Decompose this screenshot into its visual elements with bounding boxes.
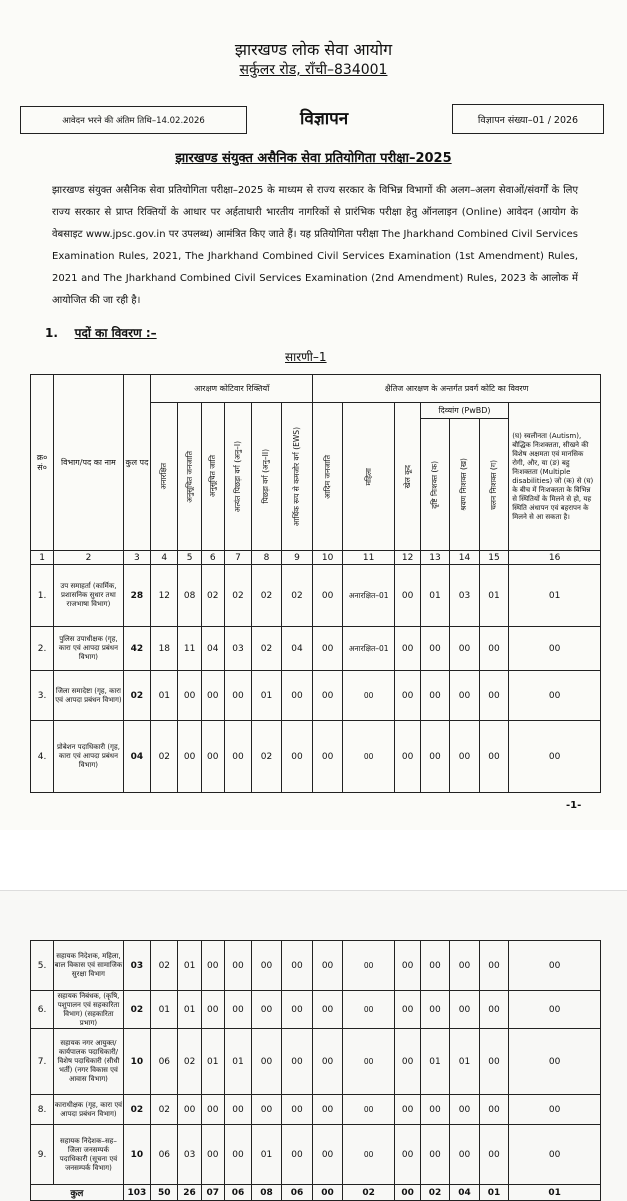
- table-cell: 00: [224, 1095, 251, 1125]
- table-cell: 00: [479, 671, 508, 721]
- header-cat: दृष्टि निःशक्त (क): [430, 460, 439, 509]
- column-number: 10: [313, 551, 342, 565]
- total-cell: 26: [178, 1185, 201, 1201]
- table-row: [31, 565, 601, 627]
- table-cell: 11: [178, 627, 201, 671]
- table-cell: 00: [342, 671, 395, 721]
- exam-title: झारखण्ड संयुक्त असैनिक सेवा प्रतियोगिता परीक्षा–2025: [175, 151, 452, 166]
- table-cell: अनारक्षित–01: [342, 627, 395, 671]
- table-cell: 06: [151, 1125, 178, 1185]
- table-cell: 00: [281, 941, 313, 991]
- advertisement-number-box: विज्ञापन संख्या–01 / 2026: [452, 104, 604, 134]
- post-name-cell: सहायक निदेशक–सह–जिला जनसम्पर्क पदाधिकारी (सूचना एवं जनसम्पर्क विभाग): [54, 1125, 124, 1185]
- total-cell: 06: [281, 1185, 313, 1201]
- table-cell: अनारक्षित–01: [342, 565, 395, 627]
- table-cell: 12: [151, 565, 178, 627]
- table-cell: 00: [395, 627, 420, 671]
- table-cell: 00: [342, 721, 395, 793]
- table-cell: 08: [178, 565, 201, 627]
- table-cell: 00: [178, 1095, 201, 1125]
- column-number: 6: [201, 551, 224, 565]
- table-cell: 00: [201, 671, 224, 721]
- table-cell: 8.: [31, 1095, 54, 1125]
- total-cell: 00: [313, 1185, 343, 1201]
- table-cell: 00: [313, 1029, 343, 1095]
- total-cell: 08: [252, 1185, 282, 1201]
- column-number-row: [31, 551, 601, 565]
- table-cell: 00: [509, 1125, 601, 1185]
- table-cell: 01: [178, 941, 201, 991]
- table-cell: 2.: [31, 627, 54, 671]
- total-cell: 103: [123, 1185, 150, 1201]
- table-cell: 00: [395, 991, 420, 1029]
- header-cat: खेल कूद: [402, 464, 412, 489]
- table-cell: 02: [281, 565, 313, 627]
- table-cell: 00: [450, 991, 480, 1029]
- table-cell: 00: [420, 1095, 450, 1125]
- header-cat: चलन निःशक्त (ग): [488, 459, 498, 510]
- table-cell: 01: [252, 1125, 282, 1185]
- column-number: 14: [450, 551, 479, 565]
- post-name-cell: पुलिस उपाधीक्षक (गृह, कारा एवं आपदा प्रबंधन विभाग): [54, 627, 124, 671]
- table-row: [31, 991, 601, 1029]
- intro-paragraph: झारखण्ड संयुक्त असैनिक सेवा प्रतियोगिता परीक्षा–2025 के माध्यम से राज्य सरकार के विभिन्न विभागों की अलग–अलग सेवाओं/संवर्गों के लिए राज्य सरकार से प्राप्त रिक्तियों के आधार पर अर्हताधारी भारतीय नागरिकों से प्रारंभिक परीक्षा हेतु ऑनलाइन (Online) आवेदन (आयोग के वेबसाइट www.jpsc.gov.in पर उपलब्ध) आमंत्रित किए जाते हैं। यह प्रतियोगिता परीक्षा The Jharkhand Combined Civil Services Examination Rules, 2021, The Jharkhand Combined Civil Services Examination (1st Amendment) Rules, 2021 and The Jharkhand Combined Civil Services Examination (2nd Amendment) Rules, 2023 के आलोक में आयोजित की जा रही है।: [52, 185, 578, 306]
- table-cell: 02: [123, 991, 150, 1029]
- column-number: 9: [281, 551, 313, 565]
- table-cell: 00: [450, 671, 479, 721]
- table-cell: 01: [479, 565, 508, 627]
- table-cell: 00: [450, 721, 479, 793]
- table-cell: 00: [509, 941, 601, 991]
- table-cell: 02: [252, 721, 281, 793]
- table-cell: 5.: [31, 941, 54, 991]
- table-cell: 00: [313, 721, 342, 793]
- header-cat: अनुसूचित जाति: [207, 455, 217, 498]
- table-cell: 10: [123, 1125, 150, 1185]
- column-number: 8: [252, 551, 281, 565]
- table-cell: 3.: [31, 671, 54, 721]
- table-cell: 00: [420, 991, 450, 1029]
- table-cell: 00: [395, 1125, 420, 1185]
- table-cell: 00: [450, 1095, 480, 1125]
- page-gap: [0, 830, 627, 890]
- post-name-cell: सहायक निदेशक, महिला, बाल विकास एवं सामाजिक सुरक्षा विभाग: [54, 941, 124, 991]
- table-cell: 00: [509, 991, 601, 1029]
- table-cell: 00: [450, 627, 479, 671]
- post-name-cell: उप समाहर्ता (कार्मिक, प्रशासनिक सुधार तथा राजभाषा विभाग): [54, 565, 124, 627]
- table-cell: 42: [123, 627, 150, 671]
- header-vertical: आरक्षण कोटिवार रिक्तियाँ: [151, 375, 313, 403]
- table-cell: 02: [224, 565, 251, 627]
- table-row: [31, 671, 601, 721]
- table-cell: 00: [313, 627, 342, 671]
- table-cell: 00: [281, 991, 313, 1029]
- table-cell: 00: [395, 565, 420, 627]
- table-row: [31, 627, 601, 671]
- table-cell: 01: [201, 1029, 224, 1095]
- table-cell: 18: [151, 627, 178, 671]
- posts-table-continued: [30, 940, 601, 1201]
- table-cell: 00: [342, 991, 395, 1029]
- header-cat: अनारक्षित: [159, 463, 169, 490]
- header-dept: विभाग/पद का नाम: [54, 375, 124, 551]
- table-cell: 00: [479, 1125, 509, 1185]
- table-cell: 01: [151, 671, 178, 721]
- total-cell: 02: [420, 1185, 450, 1201]
- table-cell: 00: [201, 721, 224, 793]
- header-sno: क्र० सं०: [31, 375, 54, 551]
- column-number: 13: [420, 551, 449, 565]
- table-row: [31, 1125, 601, 1185]
- table-cell: 00: [509, 1095, 601, 1125]
- table-cell: 04: [201, 627, 224, 671]
- table-cell: 00: [395, 941, 420, 991]
- column-number: 12: [395, 551, 420, 565]
- table-cell: 00: [224, 1125, 251, 1185]
- column-number: 7: [224, 551, 251, 565]
- table-cell: 00: [178, 671, 201, 721]
- header-horizontal: क्षैतिज आरक्षण के अन्तर्गत प्रवर्ग कोटि का विवरण: [313, 375, 601, 403]
- table-cell: 02: [151, 1095, 178, 1125]
- table-cell: 00: [252, 1029, 282, 1095]
- table-cell: 00: [201, 991, 224, 1029]
- table-cell: 00: [479, 1029, 509, 1095]
- last-date-box: आवेदन भरने की अंतिम तिथि–14.02.2026: [20, 106, 247, 134]
- header-pwbd: दिव्यांग (PwBD): [420, 403, 508, 419]
- table-cell: 00: [281, 1125, 313, 1185]
- table-cell: 9.: [31, 1125, 54, 1185]
- table-cell: 00: [479, 991, 509, 1029]
- table-cell: 02: [252, 565, 281, 627]
- table-cell: 4.: [31, 721, 54, 793]
- table-cell: 00: [281, 671, 313, 721]
- table-cell: 01: [509, 565, 601, 627]
- table-cell: 01: [252, 671, 281, 721]
- table-cell: 6.: [31, 991, 54, 1029]
- table-cell: 00: [479, 1095, 509, 1125]
- post-name-cell: काराधीक्षक (गृह, कारा एवं आपदा प्रबंधन विभाग): [54, 1095, 124, 1125]
- table-cell: 10: [123, 1029, 150, 1095]
- table-cell: 02: [123, 671, 150, 721]
- table-cell: 00: [509, 721, 601, 793]
- table-title: सारणी–1: [285, 350, 327, 364]
- section-heading: 1. पदों का विवरण :–: [45, 326, 157, 340]
- table-cell: 00: [224, 941, 251, 991]
- table-row: [31, 1029, 601, 1095]
- total-label: कुल: [31, 1185, 124, 1201]
- table-cell: 00: [313, 565, 342, 627]
- table-cell: 01: [420, 1029, 450, 1095]
- table-cell: 00: [252, 941, 282, 991]
- table-cell: 00: [224, 671, 251, 721]
- table-cell: 00: [313, 991, 343, 1029]
- table-cell: 00: [281, 1095, 313, 1125]
- table-cell: 00: [479, 941, 509, 991]
- table-cell: 00: [342, 1029, 395, 1095]
- table-row: [31, 941, 601, 991]
- table-cell: 00: [509, 671, 601, 721]
- total-cell: 02: [342, 1185, 395, 1201]
- table-cell: 00: [395, 1095, 420, 1125]
- advertisement-title: विज्ञापन: [300, 109, 349, 129]
- table-cell: 00: [224, 991, 251, 1029]
- table-cell: 00: [201, 1125, 224, 1185]
- header-cat: पिछड़ा वर्ग (अनु–II): [261, 449, 271, 504]
- column-number: 1: [31, 551, 54, 565]
- column-number: 2: [54, 551, 124, 565]
- table-cell: 06: [151, 1029, 178, 1095]
- column-number: 15: [479, 551, 508, 565]
- post-name-cell: जिला समादेष्टा (गृह, कारा एवं आपदा प्रबंधन विभाग): [54, 671, 124, 721]
- table-cell: 01: [224, 1029, 251, 1095]
- table-cell: 02: [151, 721, 178, 793]
- table-cell: 00: [420, 721, 449, 793]
- table-cell: 00: [420, 941, 450, 991]
- table-cell: 04: [123, 721, 150, 793]
- header-total: कुल पद: [123, 375, 150, 551]
- post-name-cell: प्रोबेशन पदाधिकारी (गृह, कारा एवं आपदा प्रबंधन विभाग): [54, 721, 124, 793]
- table-row: [31, 1095, 601, 1125]
- table-cell: 28: [123, 565, 150, 627]
- total-cell: 01: [479, 1185, 509, 1201]
- total-row: [31, 1185, 601, 1201]
- table-cell: 00: [313, 1095, 343, 1125]
- table-cell: 00: [313, 671, 342, 721]
- table-cell: 01: [178, 991, 201, 1029]
- page-number: -1-: [566, 800, 582, 811]
- table-cell: 00: [342, 1095, 395, 1125]
- table-cell: 00: [342, 1125, 395, 1185]
- table-cell: 00: [252, 1095, 282, 1125]
- table-cell: 00: [420, 627, 449, 671]
- column-number: 5: [178, 551, 201, 565]
- table-cell: 00: [252, 991, 282, 1029]
- table-cell: 02: [178, 1029, 201, 1095]
- table-cell: 7.: [31, 1029, 54, 1095]
- table-cell: 00: [450, 941, 480, 991]
- post-name-cell: सहायक नगर आयुक्त/कार्यपालक पदाधिकारी/विशेष पदाधिकारी (सीधी भर्ती) (नगर विकास एवं आवास विभाग): [54, 1029, 124, 1095]
- table-cell: 00: [509, 627, 601, 671]
- table-cell: 00: [509, 1029, 601, 1095]
- total-cell: 06: [224, 1185, 251, 1201]
- post-name-cell: सहायक निबंधक, (कृषि, पशुपालन एवं सहकारिता विभाग) (सहकारिता प्रभाग): [54, 991, 124, 1029]
- table-cell: 00: [201, 941, 224, 991]
- column-number: 3: [123, 551, 150, 565]
- table-cell: 00: [342, 941, 395, 991]
- table-cell: 00: [420, 1125, 450, 1185]
- table-cell: 00: [450, 1125, 480, 1185]
- total-cell: 50: [151, 1185, 178, 1201]
- column-number: 4: [151, 551, 178, 565]
- table-cell: 00: [420, 671, 449, 721]
- total-cell: 07: [201, 1185, 224, 1201]
- table-cell: 00: [224, 721, 251, 793]
- header-note-16: (घ) स्वलीनता (Autism), बौद्धिक निःशक्तता, सीखने की विशेष अक्षमता एवं मानसिक रोगी, और, या (ङ) बहु निःशक्तता (Multiple disabilities) जो (क) से (घ) के बीच में निःशक्तता के विभिन्न से स्थितियों के मिलने से हो, यह स्थिति अंधापन एवं बहरापन के मिलने से आ सकता है।: [509, 403, 601, 551]
- table-cell: 00: [395, 671, 420, 721]
- column-number: 11: [342, 551, 395, 565]
- table-cell: 00: [281, 1029, 313, 1095]
- column-number: 16: [509, 551, 601, 565]
- posts-table: [30, 374, 601, 793]
- table-cell: 01: [420, 565, 449, 627]
- table-cell: 04: [281, 627, 313, 671]
- table-cell: 02: [201, 565, 224, 627]
- header-cat: महिला: [363, 467, 373, 486]
- table-cell: 03: [450, 565, 479, 627]
- table-cell: 00: [395, 721, 420, 793]
- table-cell: 1.: [31, 565, 54, 627]
- header-cat: आदिम जनजाति: [322, 454, 332, 499]
- table-cell: 01: [151, 991, 178, 1029]
- table-cell: 00: [178, 721, 201, 793]
- total-cell: 04: [450, 1185, 480, 1201]
- table-cell: 01: [450, 1029, 480, 1095]
- header-cat: आर्थिक रूप से कमजोर वर्ग (EWS): [292, 426, 302, 527]
- table-cell: 00: [313, 1125, 343, 1185]
- table-cell: 00: [395, 1029, 420, 1095]
- total-cell: 01: [509, 1185, 601, 1201]
- header-cat: अत्यंत पिछड़ा वर्ग (अनु–I): [233, 440, 243, 513]
- table-cell: 03: [123, 941, 150, 991]
- table-cell: 02: [252, 627, 281, 671]
- table-cell: 00: [479, 627, 508, 671]
- table-cell: 03: [224, 627, 251, 671]
- header-cat: अनुसूचित जनजाति: [184, 450, 194, 503]
- table-cell: 02: [151, 941, 178, 991]
- total-cell: 00: [395, 1185, 420, 1201]
- table-cell: 00: [313, 941, 343, 991]
- table-cell: 03: [178, 1125, 201, 1185]
- table-row: [31, 721, 601, 793]
- org-address: सर्कुलर रोड, राँची–834001: [239, 62, 388, 78]
- table-cell: 00: [281, 721, 313, 793]
- table-cell: 02: [123, 1095, 150, 1125]
- table-cell: 00: [201, 1095, 224, 1125]
- org-name: झारखण्ड लोक सेवा आयोग: [234, 40, 393, 59]
- header-cat: श्रवण निःशक्त (ख): [459, 458, 469, 511]
- table-cell: 00: [479, 721, 508, 793]
